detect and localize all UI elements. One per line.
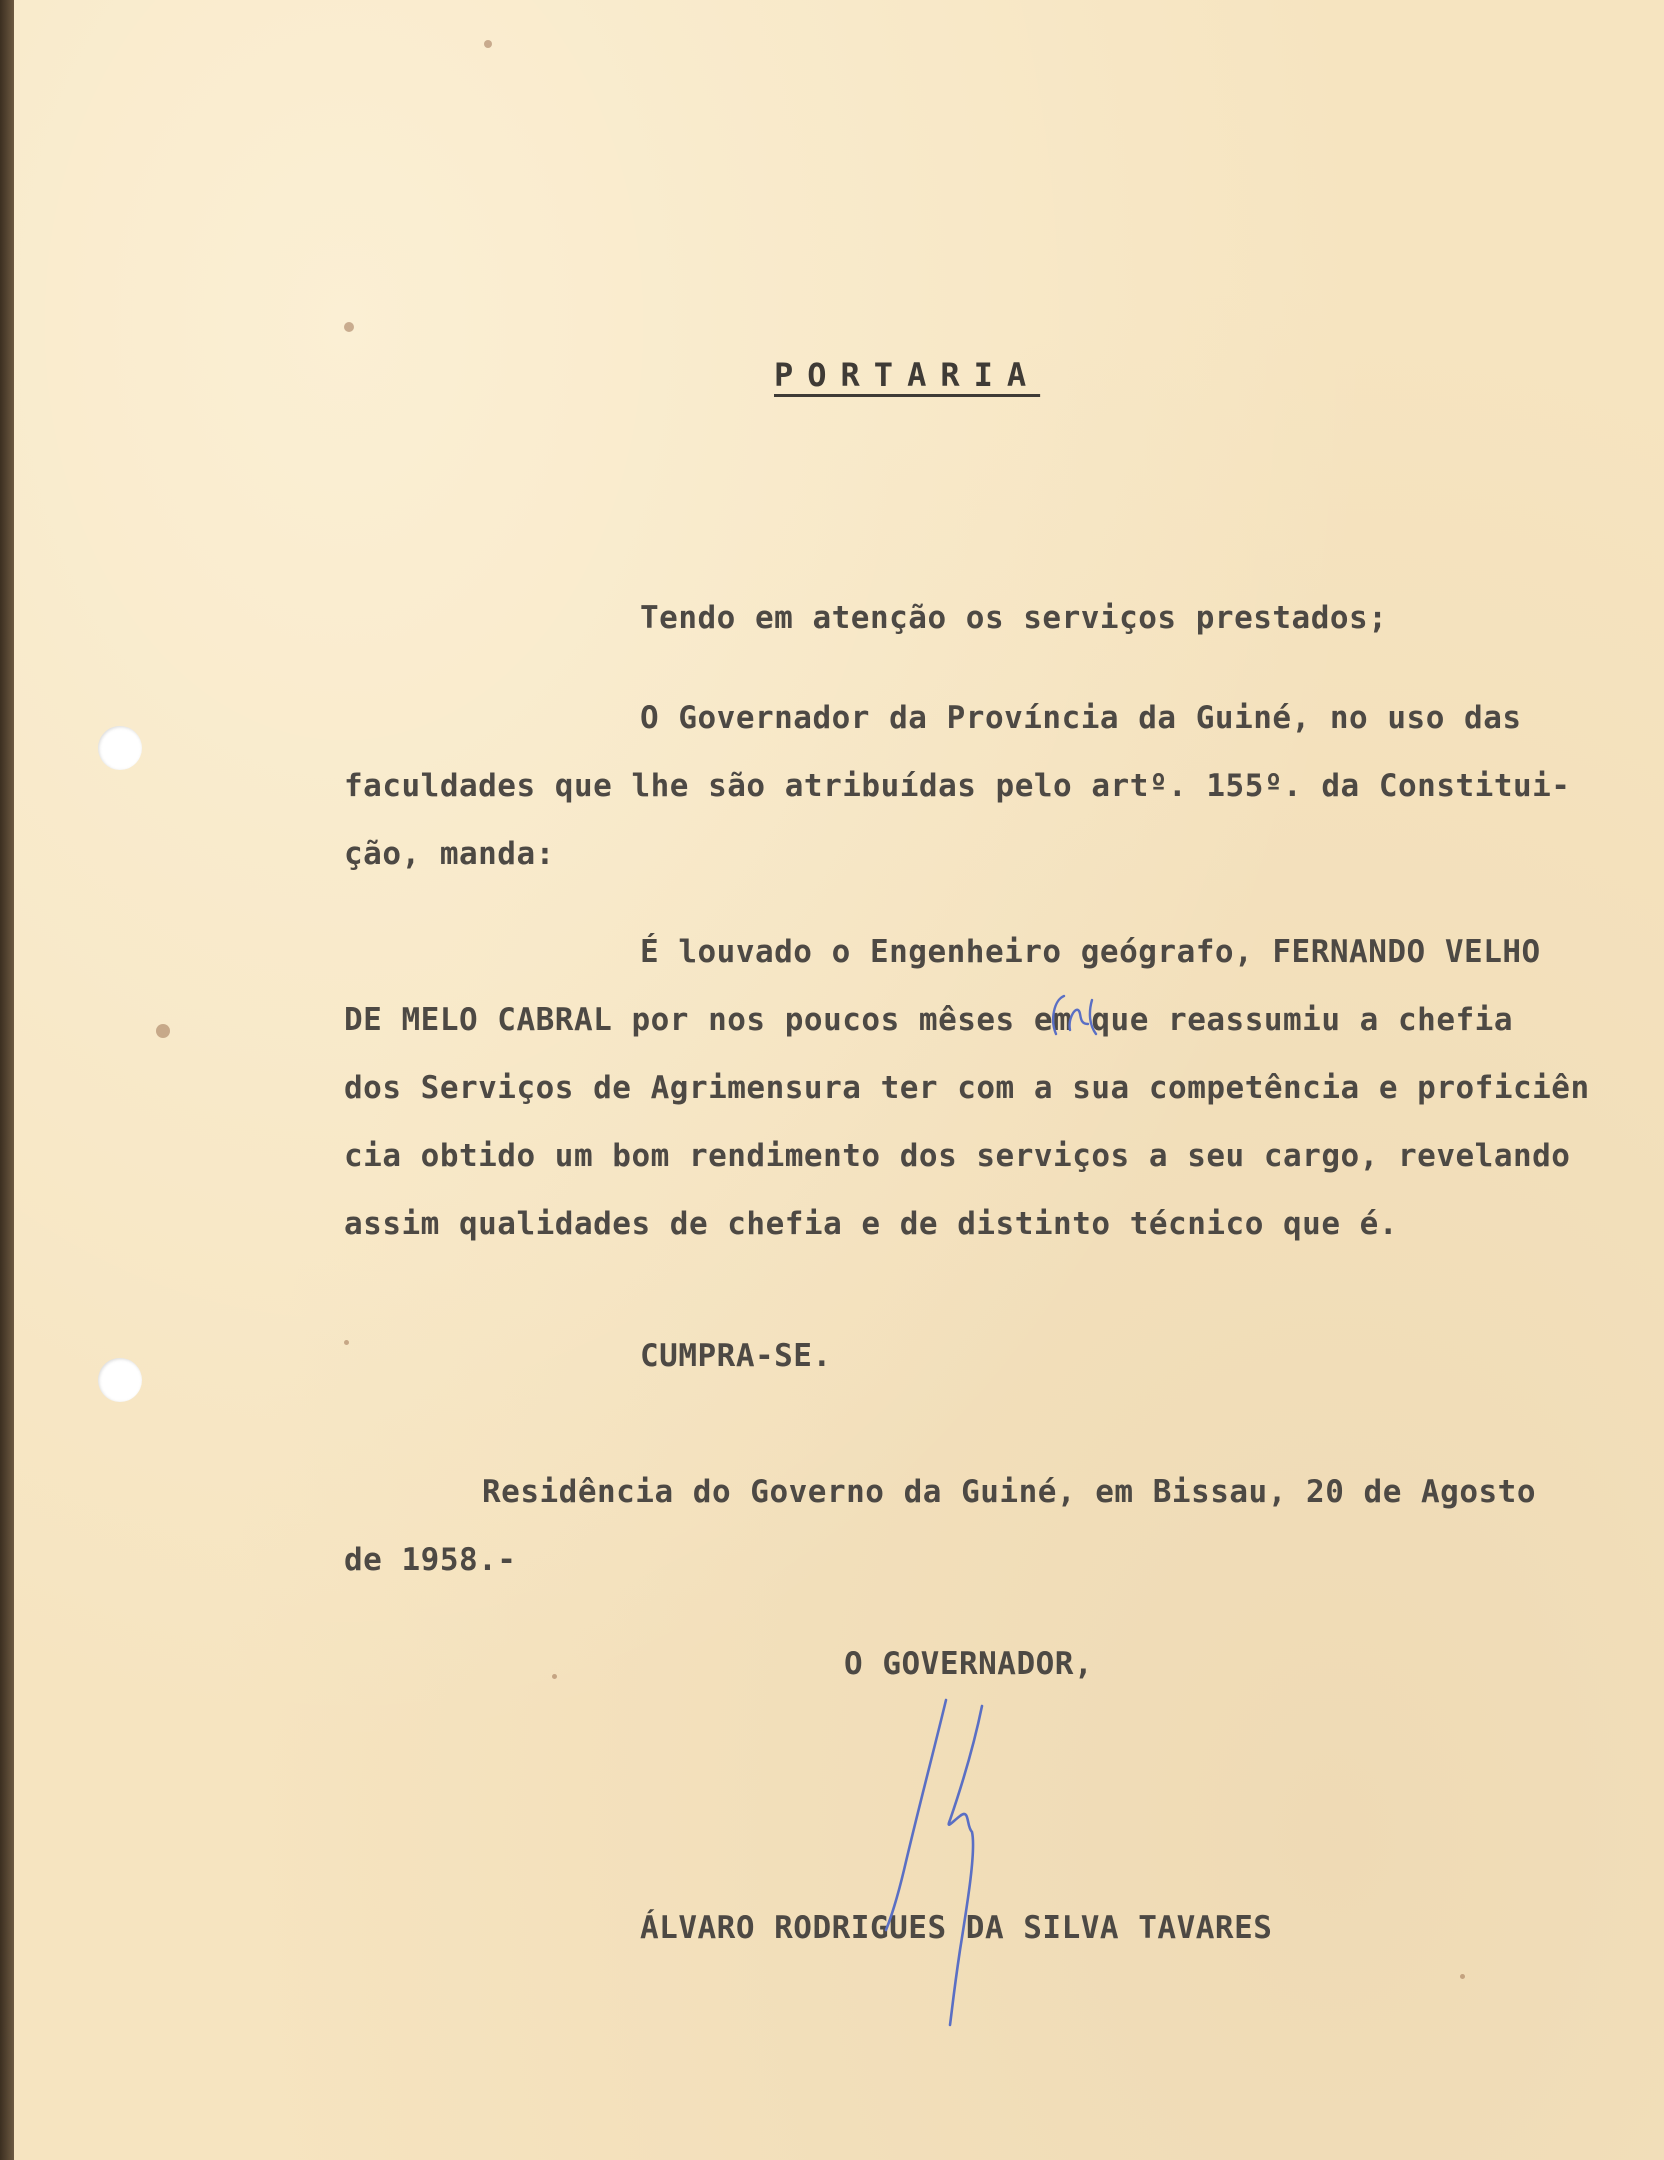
signatory-name: ÁLVARO RODRIGUES DA SILVA TAVARES	[640, 1910, 1273, 1946]
text-line: faculdades que lhe são atribuídas pelo artº. 155º. da Constitui-	[344, 768, 1571, 804]
text-line: assim qualidades de chefia e de distinto técnico que é.	[344, 1206, 1398, 1242]
paper-speck	[484, 40, 492, 48]
text-line: cia obtido um bom rendimento dos serviços a seu cargo, revelando	[344, 1138, 1571, 1174]
signatory-title: O GOVERNADOR,	[844, 1646, 1094, 1682]
paper-speck	[344, 1340, 349, 1345]
text-line: DE MELO CABRAL por nos poucos mêses em que reassumiu a chefia	[344, 1002, 1513, 1038]
handwritten-correction	[1048, 990, 1108, 1040]
text-line: dos Serviços de Agrimensura ter com a sua competência e proficiên	[344, 1070, 1590, 1106]
punch-hole-top	[98, 726, 142, 770]
page-edge	[0, 0, 14, 2160]
document-page	[14, 0, 1664, 2160]
text-line: Residência do Governo da Guiné, em Bissau, 20 de Agosto	[482, 1474, 1536, 1510]
text-line: É louvado o Engenheiro geógrafo, FERNANDO VELHO	[640, 934, 1541, 970]
paper-speck	[344, 322, 354, 332]
document-title: PORTARIA	[774, 356, 1041, 394]
text-line: de 1958.-	[344, 1542, 517, 1578]
signature	[834, 1690, 1034, 2030]
text-line: CUMPRA-SE.	[640, 1338, 832, 1374]
text-line: Tendo em atenção os serviços prestados;	[640, 600, 1388, 636]
paper-speck	[1460, 1974, 1465, 1979]
text-line: ção, manda:	[344, 836, 555, 872]
paper-speck	[552, 1674, 557, 1679]
paper-speck	[156, 1024, 170, 1038]
punch-hole-bottom	[98, 1358, 142, 1402]
text-line: O Governador da Província da Guiné, no uso das	[640, 700, 1522, 736]
